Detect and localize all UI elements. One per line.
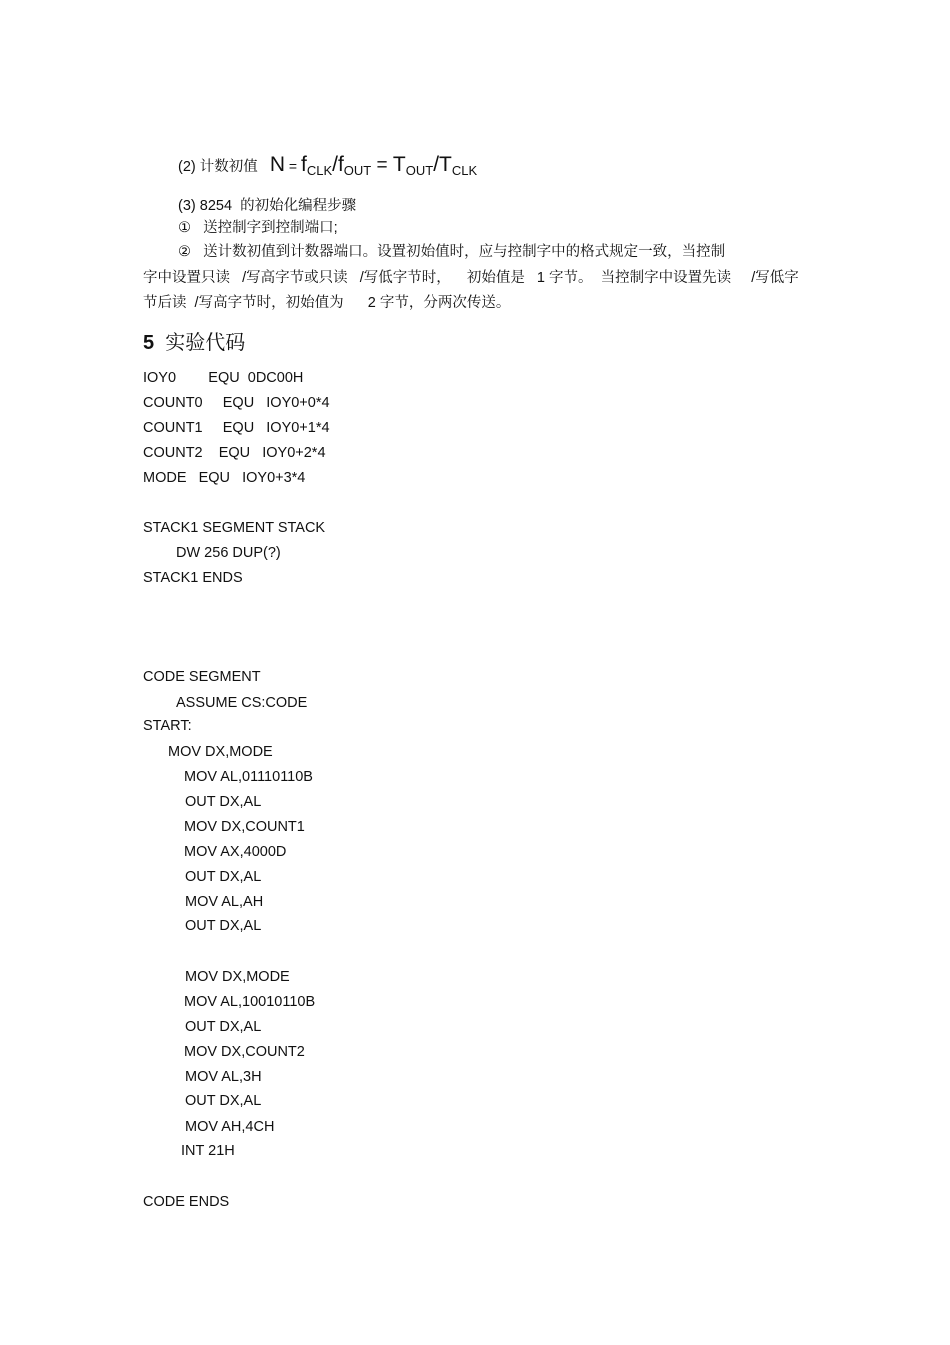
code-line: STACK1 SEGMENT STACK: [143, 520, 326, 536]
code-line: OUT DX,AL: [185, 869, 262, 885]
code-line: IOY0 EQU 0DC00H: [143, 370, 304, 386]
code-line: OUT DX,AL: [185, 918, 262, 934]
code-line: MOV AL,3H: [185, 1069, 262, 1085]
code-line: CODE SEGMENT: [143, 669, 261, 685]
section-heading: [143, 330, 245, 356]
step-2-line-3: 节后读 /写高字节时，初始值为 2 字节，分两次传送。: [143, 295, 511, 311]
step-2-line-2: 字中设置只读 /写高字节或只读 /写低字节时， 初始值是 1 字节。 当控制字中设置先读 /写低字: [143, 270, 799, 286]
code-line: MOV AL,10010110B: [184, 994, 316, 1010]
code-line: COUNT2 EQU IOY0+2*4: [143, 445, 326, 461]
counter-initial-value-formula: [178, 153, 477, 177]
step-1: ① 送控制字到控制端口;: [178, 220, 338, 236]
formula-slash1: /f: [332, 153, 344, 176]
code-line: ASSUME CS:CODE: [176, 695, 308, 711]
code-line: MOV AH,4CH: [185, 1119, 275, 1135]
formula-t1: T: [392, 153, 406, 176]
code-line: OUT DX,AL: [185, 1093, 262, 1109]
formula-f1: f: [300, 153, 307, 176]
code-line: MOV AL,AH: [185, 894, 264, 910]
code-line: COUNT1 EQU IOY0+1*4: [143, 420, 330, 436]
code-line: MODE EQU IOY0+3*4: [143, 470, 306, 486]
formula-slash2: /T: [433, 153, 452, 176]
code-line: OUT DX,AL: [185, 794, 262, 810]
code-line: COUNT0 EQU IOY0+0*4: [143, 395, 330, 411]
formula-label: (2) 计数初值: [178, 159, 258, 175]
code-line: MOV DX,COUNT1: [184, 819, 305, 835]
formula-eq2: =: [371, 155, 393, 176]
formula-f2-sub: OUT: [343, 163, 372, 178]
code-line: INT 21H: [181, 1143, 235, 1159]
code-line: STACK1 ENDS: [143, 570, 243, 586]
code-line: MOV AX,4000D: [184, 844, 287, 860]
code-line: OUT DX,AL: [185, 1019, 262, 1035]
code-line: START:: [143, 718, 192, 734]
formula-f1-sub: CLK: [306, 163, 333, 178]
section-number: 5: [143, 332, 155, 354]
formula-t1-sub: OUT: [405, 163, 434, 178]
section-title: 实验代码: [154, 332, 246, 354]
code-line: MOV DX,MODE: [168, 744, 273, 760]
code-line: MOV DX,MODE: [185, 969, 290, 985]
code-line: MOV AL,01110110B: [184, 769, 313, 785]
code-line: MOV DX,COUNT2: [184, 1044, 305, 1060]
formula-t2-sub: CLK: [451, 163, 478, 178]
formula-eq1: =: [285, 158, 301, 174]
formula-n: N: [269, 153, 286, 176]
code-line: DW 256 DUP(?): [176, 545, 281, 561]
step-2-line-1: ② 送计数初值到计数器端口。设置初始值时，应与控制字中的格式规定一致，当控制: [178, 244, 726, 260]
steps-title: (3) 8254 的初始化编程步骤: [178, 198, 357, 214]
code-line: CODE ENDS: [143, 1194, 230, 1210]
